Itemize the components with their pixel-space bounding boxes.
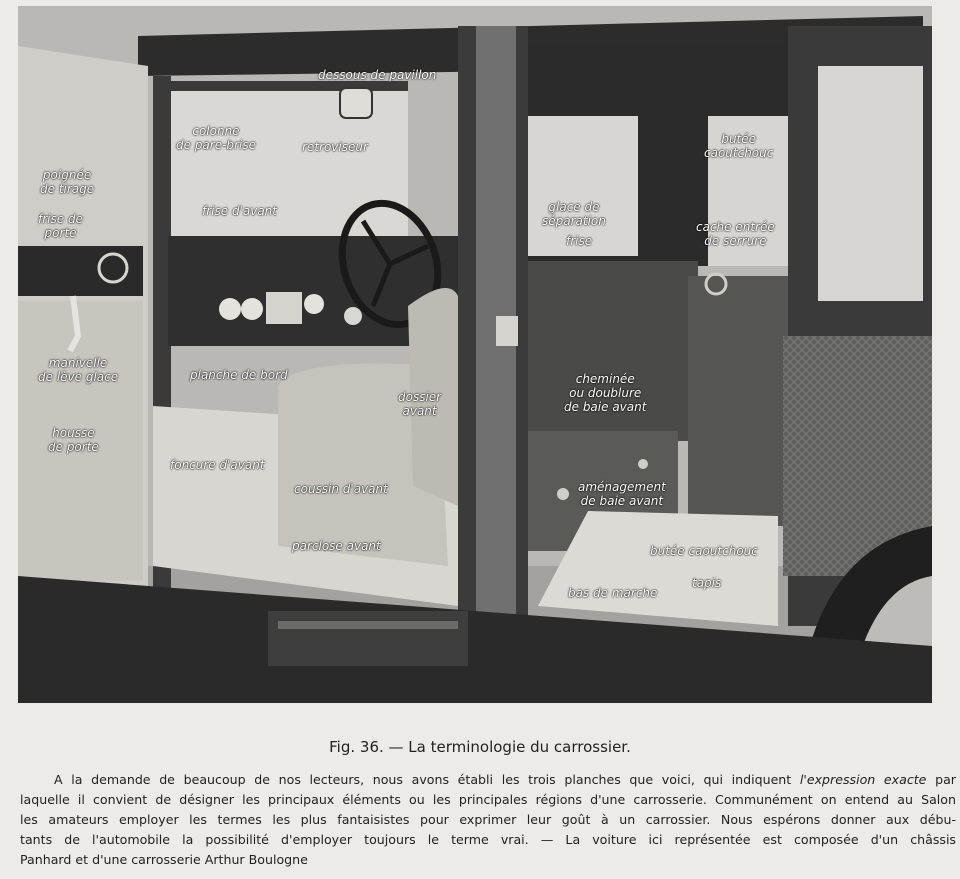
label-glace-de-separation: glace de séparation — [542, 200, 606, 228]
label-frise: frise — [566, 234, 593, 248]
label-dessous-de-pavillon: dessous de pavillon — [318, 68, 437, 82]
label-tapis: tapis — [692, 576, 722, 590]
paragraph-line-1-start: A la demande de beaucoup de nos lecteurs, nous avons établi les trois planches que voici, qui indiquent — [54, 772, 792, 787]
figure-caption: Fig. 36. — La terminologie du carrossier. — [329, 738, 631, 756]
label-colonne-de-pare-brise: colonne de pare-brise — [176, 124, 256, 152]
label-coussin-davant: coussin d'avant — [294, 482, 388, 496]
label-bas-de-marche: bas de marche — [568, 586, 658, 600]
paragraph-line-1 — [20, 770, 956, 790]
car-interior-photo — [18, 6, 932, 703]
label-amenagement-de-baie-avant: aménagement de baie avant — [578, 480, 666, 508]
paragraph-line-5: Panhard et d'une carrosserie Arthur Boulogne — [20, 852, 308, 867]
car-interior-illustration — [18, 6, 932, 703]
paragraph-line-1-emphasis: l'expression exacte — [799, 772, 927, 787]
description-paragraph — [20, 770, 956, 870]
label-planche-de-bord: planche de bord — [190, 368, 288, 382]
label-cheminee: cheminée ou doublure de baie avant — [564, 372, 647, 414]
label-poignee-de-tirage: poignée de tirage — [40, 168, 95, 196]
label-butee-caoutchouc-bottom: butée caoutchouc — [650, 544, 758, 558]
label-frise-de-porte: frise de porte — [38, 212, 83, 240]
label-foncure-davant: foncure d'avant — [170, 458, 265, 472]
label-housse-de-porte: housse de porte — [48, 426, 99, 454]
label-parclose-avant: parclose avant — [292, 539, 381, 553]
paragraph-line-1-end: par — [935, 772, 956, 787]
paragraph-line-2: laquelle il convient de désigner les principaux éléments ou les principales régions d'une carrosserie. Communément on entend au Salon — [20, 792, 956, 807]
label-manivelle-de-leve-glace: manivelle de lève glace — [38, 356, 119, 384]
paragraph-line-4: tants de l'automobile la possibilité d'employer toujours le terme vrai. — La voiture ici représentée est composée d'un châssis — [20, 832, 956, 847]
label-frise-davant: frise d'avant — [202, 204, 277, 218]
label-cache-entree-de-serrure: cache entrée de serrure — [696, 220, 775, 248]
paragraph-line-3: les amateurs employer les termes les plus fantaisistes pour exprimer leur goût à un carrossier. Nous espérons donner aux débu- — [20, 812, 956, 827]
label-dossier-avant: dossier avant — [398, 390, 442, 418]
label-butee-caoutchouc-top: butée caoutchouc — [704, 132, 774, 160]
label-retroviseur: retroviseur — [302, 140, 368, 154]
